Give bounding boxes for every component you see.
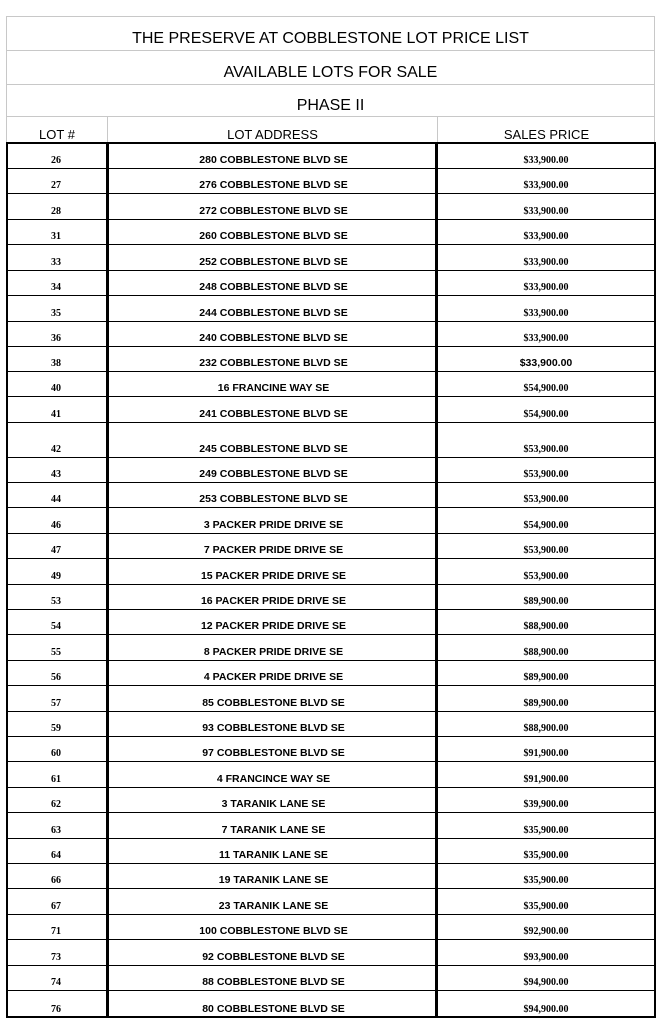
- sales-price: $33,900.00: [523, 308, 569, 319]
- table-row: [6, 991, 656, 1017]
- lot-number: 36: [51, 333, 61, 344]
- lot-address: 100 COBBLESTONE BLVD SE: [199, 925, 348, 937]
- lot-address: 248 COBBLESTONE BLVD SE: [199, 281, 348, 293]
- table-row: [6, 610, 656, 635]
- lot-number: 53: [51, 596, 61, 607]
- sales-price: $91,900.00: [523, 748, 569, 759]
- table-row: [6, 966, 656, 991]
- document-title: THE PRESERVE AT COBBLESTONE LOT PRICE LIST: [6, 16, 655, 50]
- lot-address: 16 PACKER PRIDE DRIVE SE: [200, 595, 347, 607]
- lot-address: 3 PACKER PRIDE DRIVE SE: [203, 519, 344, 531]
- lot-address: 16 FRANCINE WAY SE: [217, 382, 330, 394]
- lot-number: 67: [51, 901, 61, 912]
- phase-label: PHASE II: [6, 84, 655, 116]
- lot-address: 280 COBBLESTONE BLVD SE: [199, 154, 348, 166]
- column-header-lot: LOT #: [39, 127, 75, 142]
- lot-number: 56: [51, 672, 61, 683]
- lot-address: 4 FRANCINCE WAY SE: [216, 773, 331, 785]
- sales-price: $92,900.00: [523, 926, 569, 937]
- table-row: [6, 813, 656, 839]
- lot-address: 276 COBBLESTONE BLVD SE: [199, 179, 348, 191]
- lot-number: 40: [51, 383, 61, 394]
- lot-address: 3 TARANIK LANE SE: [221, 798, 326, 810]
- lot-number: 27: [51, 180, 61, 191]
- lot-number: 35: [51, 308, 61, 319]
- lot-number: 60: [51, 748, 61, 759]
- lot-number: 44: [51, 494, 61, 505]
- lot-number: 33: [51, 257, 61, 268]
- sales-price: $54,900.00: [523, 520, 569, 531]
- lot-number: 71: [51, 926, 61, 937]
- table-row: [6, 245, 656, 271]
- table-row: [6, 534, 656, 559]
- sales-price: $33,900.00: [523, 333, 569, 344]
- table-row: [6, 915, 656, 940]
- table-row: [6, 712, 656, 737]
- lot-address: 92 COBBLESTONE BLVD SE: [202, 951, 345, 963]
- lot-number: 63: [51, 825, 61, 836]
- table-row: [6, 194, 656, 220]
- table-row: [6, 483, 656, 508]
- lot-address: 7 TARANIK LANE SE: [221, 824, 326, 836]
- table-row: [6, 423, 656, 458]
- lot-number: 57: [51, 698, 61, 709]
- sales-price: $33,900.00: [523, 155, 569, 166]
- lot-address: 245 COBBLESTONE BLVD SE: [199, 443, 348, 455]
- lot-address: 93 COBBLESTONE BLVD SE: [202, 722, 345, 734]
- lot-address: 240 COBBLESTONE BLVD SE: [199, 332, 348, 344]
- lot-address: 260 COBBLESTONE BLVD SE: [199, 230, 348, 242]
- lot-address: 8 PACKER PRIDE DRIVE SE: [203, 646, 344, 658]
- sales-price: $35,900.00: [523, 875, 569, 886]
- table-row: [6, 271, 656, 296]
- table-row: [6, 144, 656, 169]
- sales-price: $89,900.00: [523, 596, 569, 607]
- column-header-address: LOT ADDRESS: [107, 116, 437, 142]
- lot-address: 7 PACKER PRIDE DRIVE SE: [203, 544, 344, 556]
- sales-price: $54,900.00: [523, 409, 569, 420]
- lot-address: 241 COBBLESTONE BLVD SE: [199, 408, 348, 420]
- sales-price: $88,900.00: [523, 621, 569, 632]
- table-row: [6, 372, 656, 397]
- table-row: [6, 737, 656, 762]
- lot-address: 249 COBBLESTONE BLVD SE: [199, 468, 348, 480]
- lot-number: 64: [51, 850, 61, 861]
- lot-number: 66: [51, 875, 61, 886]
- lot-number: 55: [51, 647, 61, 658]
- table-row: [6, 889, 656, 915]
- lot-number: 41: [51, 409, 61, 420]
- sales-price: $53,900.00: [523, 494, 569, 505]
- lot-address: 19 TARANIK LANE SE: [218, 874, 329, 886]
- table-row: [6, 508, 656, 534]
- lot-number: 38: [51, 358, 61, 369]
- lot-number: 62: [51, 799, 61, 810]
- lot-number: 61: [51, 774, 61, 785]
- table-row: [6, 686, 656, 712]
- lot-number: 76: [51, 1004, 61, 1015]
- sales-price: $35,900.00: [523, 850, 569, 861]
- sales-price: $88,900.00: [523, 723, 569, 734]
- lot-number: 73: [51, 952, 61, 963]
- table-row: [6, 788, 656, 813]
- lot-address: 23 TARANIK LANE SE: [218, 900, 329, 912]
- table-row: [6, 169, 656, 194]
- lot-number: 54: [51, 621, 61, 632]
- lot-address: 12 PACKER PRIDE DRIVE SE: [200, 620, 347, 632]
- sales-price: $53,900.00: [523, 444, 569, 455]
- sales-price: $33,900.00: [523, 206, 569, 217]
- lot-address: 4 PACKER PRIDE DRIVE SE: [203, 671, 344, 683]
- table-row: [6, 661, 656, 686]
- sales-price: $89,900.00: [523, 672, 569, 683]
- lot-address: 252 COBBLESTONE BLVD SE: [199, 256, 348, 268]
- sales-price: $33,900.00: [523, 231, 569, 242]
- table-row: [6, 458, 656, 483]
- table-row: [6, 397, 656, 423]
- table-row: [6, 296, 656, 322]
- lot-address: 11 TARANIK LANE SE: [219, 849, 328, 861]
- table-row: [6, 220, 656, 245]
- sales-price: $33,900.00: [523, 180, 569, 191]
- sales-price: $53,900.00: [523, 571, 569, 582]
- table-row: [6, 635, 656, 661]
- lot-number: 59: [51, 723, 61, 734]
- sales-price: $35,900.00: [523, 901, 569, 912]
- table-row: [6, 585, 656, 610]
- lot-number: 34: [51, 282, 61, 293]
- sales-price: $53,900.00: [523, 469, 569, 480]
- table-row: [6, 322, 656, 347]
- lot-number: 47: [51, 545, 61, 556]
- lot-number: 49: [51, 571, 61, 582]
- lot-address: 15 PACKER PRIDE DRIVE SE: [200, 570, 347, 582]
- lot-address: 80 COBBLESTONE BLVD SE: [202, 1003, 345, 1015]
- sales-price: $53,900.00: [523, 545, 569, 556]
- lot-number: 31: [51, 231, 61, 242]
- lot-address: 232 COBBLESTONE BLVD SE: [199, 357, 348, 369]
- sales-price: $91,900.00: [523, 774, 569, 785]
- column-header-price: SALES PRICE: [437, 116, 655, 142]
- sales-price: $33,900.00: [523, 282, 569, 293]
- lot-address: 85 COBBLESTONE BLVD SE: [202, 697, 345, 709]
- lot-address: 97 COBBLESTONE BLVD SE: [202, 747, 345, 759]
- lot-number: 43: [51, 469, 61, 480]
- lot-address: 244 COBBLESTONE BLVD SE: [199, 307, 348, 319]
- sales-price: $93,900.00: [523, 952, 569, 963]
- lot-address: 253 COBBLESTONE BLVD SE: [199, 493, 348, 505]
- column-header-row: [6, 116, 655, 142]
- lot-number: 42: [51, 444, 61, 455]
- lot-number: 74: [51, 977, 61, 988]
- sales-price: $54,900.00: [523, 383, 569, 394]
- table-row: [6, 864, 656, 889]
- sales-price: $39,900.00: [523, 799, 569, 810]
- lot-number: 46: [51, 520, 61, 531]
- table-row: [6, 347, 656, 372]
- sales-price: $33,900.00: [523, 257, 569, 268]
- table-row: [6, 762, 656, 788]
- lot-number: 26: [51, 155, 61, 166]
- sales-price: $33,900.00: [519, 357, 573, 369]
- sales-price: $89,900.00: [523, 698, 569, 709]
- lot-address: 272 COBBLESTONE BLVD SE: [199, 205, 348, 217]
- document-subtitle: AVAILABLE LOTS FOR SALE: [6, 50, 655, 84]
- sales-price: $94,900.00: [523, 977, 569, 988]
- lot-number: 28: [51, 206, 61, 217]
- sales-price: $94,900.00: [523, 1004, 569, 1015]
- table-row: [6, 839, 656, 864]
- sales-price: $35,900.00: [523, 825, 569, 836]
- table-row: [6, 940, 656, 966]
- sales-price: $88,900.00: [523, 647, 569, 658]
- table-row: [6, 559, 656, 585]
- lot-address: 88 COBBLESTONE BLVD SE: [202, 976, 345, 988]
